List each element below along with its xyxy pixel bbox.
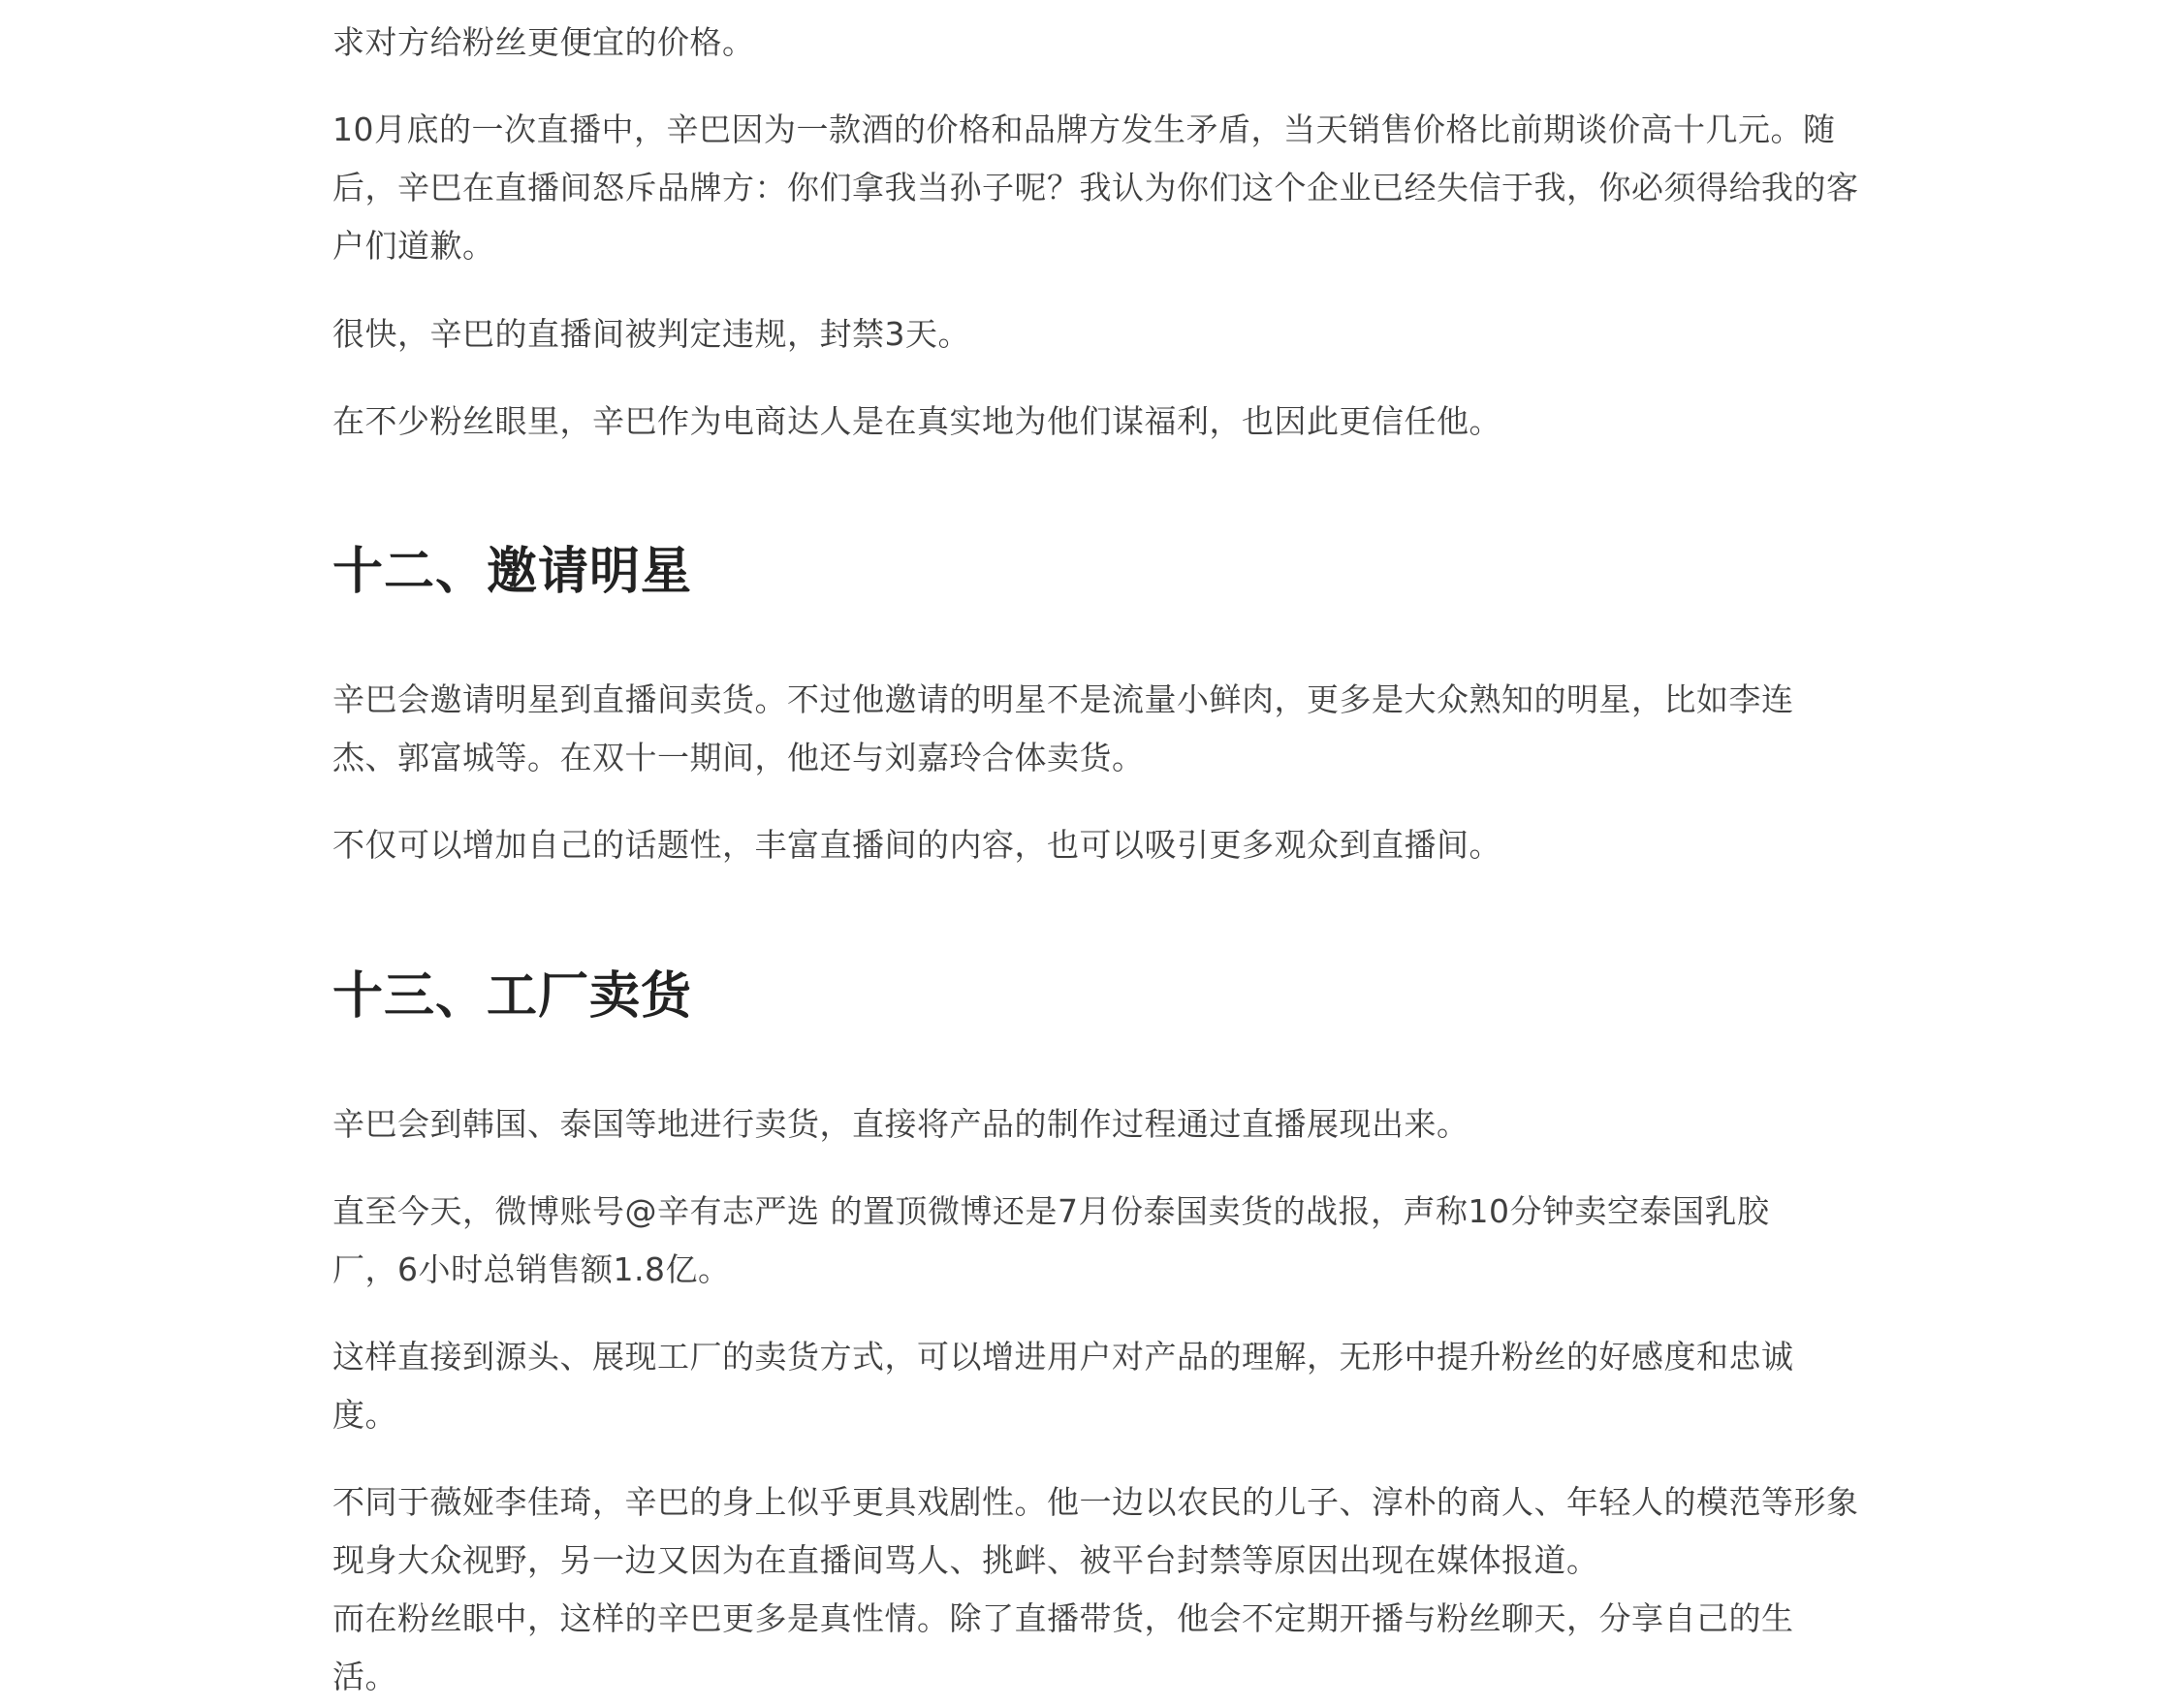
paragraph: 不仅可以增加自己的话题性，丰富直播间的内容，也可以吸引更多观众到直播间。 xyxy=(332,826,1501,864)
paragraph: 辛巴会到韩国、泰国等地进行卖货，直接将产品的制作过程通过直播展现出来。 xyxy=(332,1105,1469,1143)
section-heading-13: 十三、工厂卖货 xyxy=(332,967,693,1026)
section-heading-12: 十二、邀请明星 xyxy=(332,543,693,601)
paragraph: 不同于薇娅李佳琦，辛巴的身上似乎更具戏剧性。他一边以农民的儿子、淳朴的商人、年轻人的模范等形象现身大众视野，另一边又因为在直播间骂人、挑衅、被平台封禁等原因出现在媒体报道。 xyxy=(332,1483,1859,1579)
paragraph: 而在粉丝眼中，这样的辛巴更多是真性情。除了直播带货，他会不定期开播与粉丝聊天，分享自己的生活。 xyxy=(332,1599,1794,1695)
paragraph: 很快，辛巴的直播间被判定违规，封禁3天。 xyxy=(332,315,970,353)
paragraph: 求对方给粉丝更便宜的价格。 xyxy=(332,23,755,61)
paragraph: 这样直接到源头、展现工厂的卖货方式，可以增进用户对产品的理解，无形中提升粉丝的好感度和忠诚度。 xyxy=(332,1338,1794,1434)
paragraph: 在不少粉丝眼里，辛巴作为电商达人是在真实地为他们谋福利，也因此更信任他。 xyxy=(332,402,1501,440)
paragraph: 辛巴会邀请明星到直播间卖货。不过他邀请的明星不是流量小鲜肉，更多是大众熟知的明星，比如李连杰、郭富城等。在双十一期间，他还与刘嘉玲合体卖货。 xyxy=(332,680,1794,776)
paragraph: 直至今天，微博账号@辛有志严选 的置顶微博还是7月份泰国卖货的战报，声称10分钟卖空泰国乳胶厂，6小时总销售额1.8亿。 xyxy=(332,1192,1770,1288)
paragraph: 10月底的一次直播中，辛巴因为一款酒的价格和品牌方发生矛盾，当天销售价格比前期谈价高十几元。随后，辛巴在直播间怒斥品牌方：你们拿我当孙子呢？我认为你们这个企业已经失信于我，你必须得给我的客户们道歉。 xyxy=(332,111,1859,265)
